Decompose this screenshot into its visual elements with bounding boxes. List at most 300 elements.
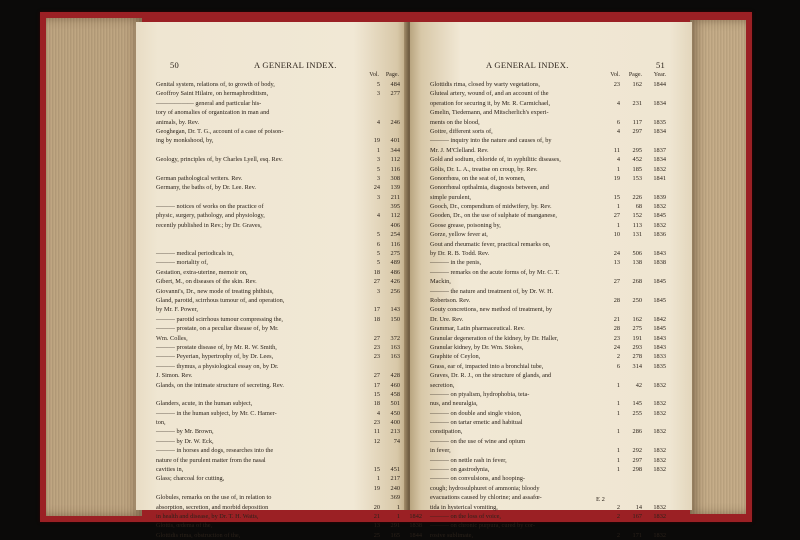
entry-volume: 4: [376, 409, 380, 417]
index-entry: [430, 127, 670, 136]
entry-page: 150: [390, 315, 400, 323]
entry-page: 191: [632, 334, 642, 342]
entry-text: ——— in the human subject, by Mr. C. Hamer-: [156, 409, 277, 417]
index-entry: [156, 521, 424, 530]
entry-year: 1832: [653, 456, 666, 464]
entry-page: 68: [635, 203, 642, 211]
entry-volume: 5: [376, 81, 380, 88]
entry-text: tida in hysterical vomiting,: [430, 503, 498, 511]
entry-volume: 1: [616, 447, 620, 455]
entry-page: 293: [632, 343, 642, 351]
index-entry: [430, 381, 670, 390]
entry-page: 344: [390, 146, 400, 154]
index-entry: [430, 202, 670, 211]
entry-page: 254: [390, 231, 400, 239]
index-entry: [430, 512, 670, 521]
entry-text: Gouty concretions, new method of treatment, by: [430, 306, 553, 314]
entry-text: ——— thymus, a physiological essay on, by Dr.: [156, 362, 279, 370]
index-entry: [156, 352, 424, 361]
entry-text: J. Simon. Rev.: [156, 372, 193, 380]
index-entry: [156, 108, 424, 117]
entry-volume: 27: [373, 334, 380, 342]
entry-year: 1836: [653, 231, 666, 239]
entry-text: ——— inquiry into the nature and causes of, by: [430, 137, 552, 145]
entry-text: ——— on the use of wine and opium: [430, 437, 525, 445]
index-entry: [430, 352, 670, 361]
index-entry: [156, 183, 424, 192]
entry-volume: 18: [373, 315, 380, 323]
left-index-entries: [156, 80, 424, 540]
entry-year: 1834: [653, 127, 666, 135]
entry-volume: 11: [613, 146, 620, 154]
entry-page: 286: [632, 428, 642, 436]
entry-text: Wm. Colles,: [156, 334, 188, 342]
entry-page: 460: [390, 381, 400, 389]
right-page-title: A GENERAL INDEX.: [486, 60, 569, 70]
entry-year: 1845: [653, 296, 666, 304]
entry-text: ——— on gastrodynia,: [430, 466, 490, 474]
entry-text: Grass, ear of, impacted into a bronchial tube,: [430, 362, 544, 370]
index-entry: [156, 409, 424, 418]
entry-page: 162: [632, 315, 642, 323]
entry-year: 1845: [653, 278, 666, 286]
entry-text: Granular kidney, by Dr. Wm. Stokes,: [430, 343, 524, 351]
entry-year: 1841: [653, 174, 666, 182]
entry-page: 395: [390, 203, 400, 211]
entry-year: 1839: [653, 193, 666, 201]
entry-page: 292: [632, 447, 642, 455]
entry-page: 231: [632, 99, 642, 107]
entry-text: ments on the blood,: [430, 118, 480, 126]
entry-volume: 23: [373, 419, 380, 427]
index-entry: [430, 99, 670, 108]
entry-year: 1834: [653, 99, 666, 107]
entry-year: 1842: [409, 512, 422, 520]
index-entry: [156, 446, 424, 455]
entry-year: 1834: [653, 156, 666, 164]
entry-volume: 13: [373, 522, 380, 530]
index-entry: [156, 512, 424, 521]
index-entry: [156, 334, 424, 343]
entry-volume: 17: [373, 306, 380, 314]
entry-page: 112: [390, 156, 400, 164]
entry-text: Gmelin, Tiedemann, and Mitscherlich's experi-: [430, 109, 549, 117]
entry-text: cough; hydrosulphuret of ammonia; bloody: [430, 484, 540, 492]
entry-page: 275: [632, 325, 642, 333]
entry-text: in health and disease, by Dr. T. H. Watts,: [156, 512, 259, 520]
index-entry: [156, 381, 424, 390]
index-entry: [430, 305, 670, 314]
entry-volume: 24: [373, 184, 380, 192]
entry-year: 1832: [653, 381, 666, 389]
index-entry: [430, 174, 670, 183]
index-entry: [156, 531, 424, 540]
entry-year: 1835: [653, 362, 666, 370]
entry-page: 255: [632, 409, 642, 417]
entry-year: 1832: [653, 531, 666, 539]
index-entry: [156, 427, 424, 436]
index-entry: [156, 258, 424, 267]
entry-page: 112: [390, 212, 400, 220]
index-entry: [156, 165, 424, 174]
entry-volume: 15: [373, 390, 380, 398]
entry-text: nature of the purulent matter from the nasal: [156, 456, 266, 464]
entry-volume: 27: [373, 278, 380, 286]
entry-volume: 17: [373, 381, 380, 389]
entry-volume: 18: [373, 268, 380, 276]
entry-page: 217: [390, 475, 400, 483]
index-entry: [430, 437, 670, 446]
left-page-title: A GENERAL INDEX.: [254, 60, 337, 70]
entry-volume: 5: [376, 231, 380, 239]
entry-page: 506: [632, 250, 642, 258]
entry-volume: 4: [376, 212, 380, 220]
entry-text: Geoghegan, Dr. T. G., account of a case of poison-: [156, 127, 284, 135]
entry-volume: 3: [376, 174, 380, 182]
entry-page: 1: [396, 503, 400, 511]
index-entry: [430, 503, 670, 512]
index-entry: [430, 268, 670, 277]
entry-text: ——— on convulsions, and hooping-: [430, 475, 525, 483]
entry-page: 162: [632, 81, 642, 88]
entry-page: 113: [632, 221, 642, 229]
index-entry: [430, 474, 670, 483]
entry-volume: 27: [373, 372, 380, 380]
entry-volume: 23: [613, 81, 620, 88]
entry-text: in fever,: [430, 447, 451, 455]
entry-text: ——— on ptyalism, hydrophobia, teta-: [430, 390, 530, 398]
entry-text: —————— general and particular his-: [156, 99, 262, 107]
entry-text: cavities in,: [156, 466, 184, 474]
index-entry: [156, 503, 424, 512]
left-page-edges: [46, 18, 142, 516]
entry-volume: 1: [376, 146, 380, 154]
entry-volume: 1: [616, 203, 620, 211]
entry-volume: 15: [613, 193, 620, 201]
entry-text: Gooden, Dr., on the use of sulphate of manganese,: [430, 212, 557, 220]
entry-page: 298: [632, 466, 642, 474]
index-entry: [156, 390, 424, 399]
index-entry: [430, 155, 670, 164]
right-index-entries: [430, 80, 670, 540]
entry-year: 1833: [653, 353, 666, 361]
entry-text: Grammar, Latin pharmaceutical. Rev.: [430, 325, 525, 333]
entry-page: 256: [390, 287, 400, 295]
entry-page: 42: [635, 381, 642, 389]
index-entry: [156, 324, 424, 333]
entry-volume: 1: [616, 381, 620, 389]
entry-volume: 4: [616, 156, 620, 164]
entry-volume: 19: [613, 174, 620, 182]
entry-text: ——— on tartar emetic and habitual: [430, 419, 523, 427]
right-page-number: 51: [656, 60, 666, 70]
index-entry: [430, 334, 670, 343]
index-entry: [430, 211, 670, 220]
index-entry: [156, 89, 424, 98]
index-entry: [430, 531, 670, 540]
entry-year: 1832: [653, 512, 666, 520]
entry-page: 297: [632, 456, 642, 464]
entry-text: Glottidis rima, obstruction of the,: [156, 531, 241, 539]
index-entry: [430, 146, 670, 155]
entry-page: 211: [390, 193, 400, 201]
entry-page: 295: [632, 146, 642, 154]
entry-page: 406: [390, 221, 400, 229]
entry-text: Goitre, different sorts of,: [430, 127, 493, 135]
entry-text: ——— medical periodicals in,: [156, 250, 234, 258]
entry-volume: 10: [613, 231, 620, 239]
entry-text: ——— prostate disease of, by Mr. R. W. Smith,: [156, 343, 277, 351]
index-entry: [156, 362, 424, 371]
index-entry: [156, 437, 424, 446]
page-signature: E 2: [596, 496, 605, 503]
entry-volume: 23: [373, 353, 380, 361]
entry-volume: 2: [616, 531, 620, 539]
index-entry: [156, 268, 424, 277]
entry-text: Robertson. Rev.: [430, 296, 471, 304]
index-entry: [156, 399, 424, 408]
entry-volume: 4: [376, 118, 380, 126]
entry-volume: 5: [376, 165, 380, 173]
index-entry: [430, 456, 670, 465]
entry-text: ——— prostate, on a peculiar disease of, by Mr.: [156, 325, 279, 333]
index-entry: [430, 399, 670, 408]
index-entry: [430, 315, 670, 324]
index-entry: [156, 305, 424, 314]
entry-page: 484: [390, 81, 400, 88]
entry-page: 486: [390, 268, 400, 276]
entry-text: Glottis, œdema of the,: [156, 522, 213, 530]
entry-text: Gonorrhœal opthalmia, diagnosis between, and: [430, 184, 549, 192]
entry-text: operation for securing it, by Mr. R. Carmichael,: [430, 99, 551, 107]
entry-text: ——— the nature and treatment of, by Dr. W. H.: [430, 287, 554, 295]
entry-page: 163: [390, 343, 400, 351]
entry-page: 74: [393, 437, 400, 445]
entry-text: ——— by Mr. Brown,: [156, 428, 214, 436]
entry-volume: 2: [616, 353, 620, 361]
entry-text: Genital system, relations of, to growth of body,: [156, 81, 275, 88]
entry-volume: 2: [616, 512, 620, 520]
entry-text: Geoffroy Saint Hilaire, on hermaphroditism,: [156, 90, 269, 98]
entry-text: ——— parotid scirrhous tumour compressing the,: [156, 315, 283, 323]
entry-page: 14: [635, 503, 642, 511]
entry-page: 138: [632, 259, 642, 267]
entry-volume: 3: [376, 156, 380, 164]
index-entry: [156, 118, 424, 127]
index-entry: [430, 343, 670, 352]
entry-text: Germany, the baths of, by Dr. Lee. Rev.: [156, 184, 256, 192]
entry-text: animals, by. Rev.: [156, 118, 200, 126]
entry-volume: 5: [376, 250, 380, 258]
entry-volume: 3: [376, 287, 380, 295]
index-entry: [430, 493, 670, 502]
entry-text: Gorze, yellow fever at,: [430, 231, 488, 239]
index-entry: [156, 127, 424, 136]
entry-text: Geology, principles of, by Charles Lyell, esq. Rev.: [156, 156, 283, 164]
entry-year: 1843: [653, 334, 666, 342]
entry-volume: 6: [616, 362, 620, 370]
entry-text: Glottidis rima, closed by warty vegetations,: [430, 81, 540, 88]
right-page-edges: [690, 20, 746, 514]
entry-year: 1845: [653, 325, 666, 333]
entry-page: 246: [390, 118, 400, 126]
entry-text: Mr. J. M'Clelland. Rev.: [430, 146, 489, 154]
entry-page: 277: [390, 90, 400, 98]
entry-year: 1844: [409, 531, 422, 539]
index-entry: [430, 409, 670, 418]
entry-volume: 28: [613, 296, 620, 304]
index-entry: [430, 324, 670, 333]
entry-text: Glands, on the intimate structure of secreting. Rev.: [156, 381, 284, 389]
index-entry: [156, 296, 424, 305]
entry-page: 163: [390, 353, 400, 361]
entry-text: Goose grease, poisoning by,: [430, 221, 501, 229]
entry-text: Dr. Ure. Rev.: [430, 315, 464, 323]
index-entry: [430, 165, 670, 174]
entry-text: Gland, parotid, scirrhous tumour of, and operation,: [156, 296, 285, 304]
entry-text: Glass; charcoal for cutting,: [156, 475, 225, 483]
entry-page: 145: [632, 400, 642, 408]
entry-volume: 15: [373, 466, 380, 474]
index-entry: [430, 108, 670, 117]
index-entry: [430, 277, 670, 286]
entry-volume: 27: [613, 278, 620, 286]
entry-page: 401: [390, 137, 400, 145]
entry-year: 1843: [653, 343, 666, 351]
entry-volume: 4: [616, 99, 620, 107]
entry-page: 152: [632, 212, 642, 220]
index-entry: [156, 287, 424, 296]
entry-text: simple purulent,: [430, 193, 471, 201]
entry-volume: 11: [373, 428, 380, 436]
entry-page: 250: [632, 296, 642, 304]
entry-text: by Dr. R. B. Todd. Rev.: [430, 250, 490, 258]
entry-text: ——— on chronic purpura, cured by cor-: [430, 522, 535, 530]
entry-page: 185: [632, 165, 642, 173]
entry-page: 369: [390, 494, 400, 502]
entry-page: 171: [632, 531, 642, 539]
entry-page: 400: [390, 419, 400, 427]
entry-page: 116: [390, 240, 400, 248]
entry-text: constipation,: [430, 428, 463, 436]
entry-volume: 25: [373, 531, 380, 539]
entry-text: recently published in Rev.; by Dr. Graves,: [156, 221, 262, 229]
entry-text: Gölis, Dr. L. A., treatise on croup, by. Rev.: [430, 165, 538, 173]
entry-volume: 23: [613, 334, 620, 342]
entry-text: Graphite of Ceylon,: [430, 353, 481, 361]
index-entry: [430, 89, 670, 98]
entry-page: 1: [396, 512, 400, 520]
entry-text: ——— in horses and dogs, researches into the: [156, 447, 274, 455]
index-entry: [156, 221, 424, 230]
index-entry: [156, 277, 424, 286]
index-entry: [156, 99, 424, 108]
left-page-number: 50: [170, 60, 180, 70]
entry-page: 226: [632, 193, 642, 201]
index-entry: [156, 202, 424, 211]
entry-volume: 5: [376, 259, 380, 267]
entry-text: by Mr. F. Power,: [156, 306, 198, 314]
entry-text: absorption, secretion, and morbid deposition: [156, 503, 269, 511]
entry-volume: 19: [373, 137, 380, 145]
entry-page: 240: [390, 484, 400, 492]
index-entry: [156, 465, 424, 474]
entry-text: ——— by Dr. W. Eck,: [156, 437, 214, 445]
entry-year: 1832: [653, 428, 666, 436]
index-entry: [156, 136, 424, 145]
index-entry: [430, 249, 670, 258]
entry-year: 1832: [653, 466, 666, 474]
entry-year: 1844: [653, 81, 666, 88]
entry-page: 501: [390, 400, 400, 408]
entry-text: secretion,: [430, 381, 455, 389]
entry-page: 213: [390, 428, 400, 436]
entry-page: 116: [390, 165, 400, 173]
entry-volume: 28: [613, 325, 620, 333]
entry-page: 278: [632, 353, 642, 361]
entry-page: 372: [390, 334, 400, 342]
entry-page: 117: [632, 118, 642, 126]
entry-page: 268: [632, 278, 642, 286]
index-entry: [156, 155, 424, 164]
entry-volume: 19: [373, 484, 380, 492]
index-entry: [430, 418, 670, 427]
entry-text: German pathological writers. Rev.: [156, 174, 243, 182]
entry-text: ——— Peyerian, hypertrophy of, by Dr. Lees,: [156, 353, 274, 361]
entry-year: 1838: [409, 522, 422, 530]
entry-year: 1845: [653, 212, 666, 220]
entry-text: physic, surgery, pathology, and physiology,: [156, 212, 265, 220]
entry-volume: 6: [376, 240, 380, 248]
entry-text: ——— on nettle rash in fever,: [430, 456, 507, 464]
index-entry: [430, 427, 670, 436]
index-entry: [156, 174, 424, 183]
entry-page: 139: [390, 184, 400, 192]
index-entry: [430, 230, 670, 239]
entry-volume: 27: [613, 212, 620, 220]
index-entry: [156, 315, 424, 324]
index-entry: [430, 136, 670, 145]
entry-volume: 1: [616, 466, 620, 474]
entry-page: 458: [390, 390, 400, 398]
index-entry: [430, 465, 670, 474]
entry-year: 1838: [653, 259, 666, 267]
entry-text: Gold and sodium, chloride of, in syphilitic diseases,: [430, 156, 561, 164]
entry-volume: 24: [613, 343, 620, 351]
entry-page: 308: [390, 174, 400, 182]
entry-text: Gestation, extra-uterine, memoir on,: [156, 268, 248, 276]
entry-volume: 13: [613, 259, 620, 267]
entry-text: Gibert, M., on diseases of the skin. Rev.: [156, 278, 257, 286]
entry-page: 314: [632, 362, 642, 370]
index-entry: [430, 118, 670, 127]
entry-volume: 20: [373, 503, 380, 511]
entry-year: 1832: [653, 165, 666, 173]
entry-volume: 1: [616, 409, 620, 417]
index-entry: [156, 240, 424, 249]
entry-text: Graves, Dr. R. J., on the structure of glands, and: [430, 372, 552, 380]
entry-year: 1832: [653, 203, 666, 211]
index-entry: [156, 193, 424, 202]
entry-year: 1832: [653, 447, 666, 455]
entry-volume: 1: [616, 428, 620, 436]
entry-text: Glanders, acute, in the human subject,: [156, 400, 253, 408]
entry-year: 1843: [653, 250, 666, 258]
entry-text: ——— on double and single vision,: [430, 409, 522, 417]
entry-text: Gonorrhœa, on the seat of, in women,: [430, 174, 526, 182]
left-page: 50 A GENERAL INDEX. Vol. Page. Genital system, relations of, to growth of body, 5 484 Geoffroy Saint Hilaire, on hermaphroditism, 3 277 —————— general and particular his- tory of anomalies of organization in man and animals, by. Rev. 4 246 Geoghegan, Dr. T. G., account of a case of poison- ing by monkshood, by, 19 401 1 344 Geology, principles of, by Charles Lyell, esq. Rev. 3 112 5 116 German pathological writers. Rev. 3 308 Germany, the baths of, by Dr. Lee. Rev. 24 139 3 211 ——— notices of works on the practice of 395 physic, surgery, pathology, and physiology, 4 112 recently published in Rev.; by Dr. Graves, 406 5 254 6 116 ——— medical periodicals in, 5 275 ——— mortality of, 5 489 Gestation, extra-uterine, memoir on, 18 486 Gibert, M., on diseases of the skin. Rev. 27 426 Giovanni's, Dr., new mode of treating phthisis, 3 256 Gland, parotid, scirrhous tumour of, and operation, by Mr. F. Power, 17 143 ——— parotid scirrhous tumour compressing the, 18 150 ——— prostate, on a peculiar disease of, by Mr. Wm. Colles, 27 372 ——— prostate disease of, by Mr. R. W. Smith, 23 163 ——— Peyerian, hypertrophy of, by Dr. Lees, 23 163 ——— thymus, a physiological essay on, by Dr. J. Simon. Rev. 27 428 Glands, on the intimate structure of secreting. Rev. 17 460 15 458 Glanders, acute, in the human subject, 18 501 ——— in the human subject, by Mr. C. Hamer- 4 450 ton, 23 400 ——— by Mr. Brown, 11 213 ——— by Dr. W. Eck, 12 74 ——— in horses and dogs, researches into the nature of the purulent matter from the nasal cavities in, 15 451 Glass; charcoal for cutting, 1 217 19 240 Globules, remarks on the use of, in relation to 369 absorption, secretion, and morbid deposition 20 1 in health and disease, by Dr. T. H. Watts, 21 1 1842 Glottis, œdema of the, 13 291 1838 Glottidis rima, obstruction of the, 25 165 1844: [136, 22, 408, 510]
index-entry: [156, 493, 424, 502]
